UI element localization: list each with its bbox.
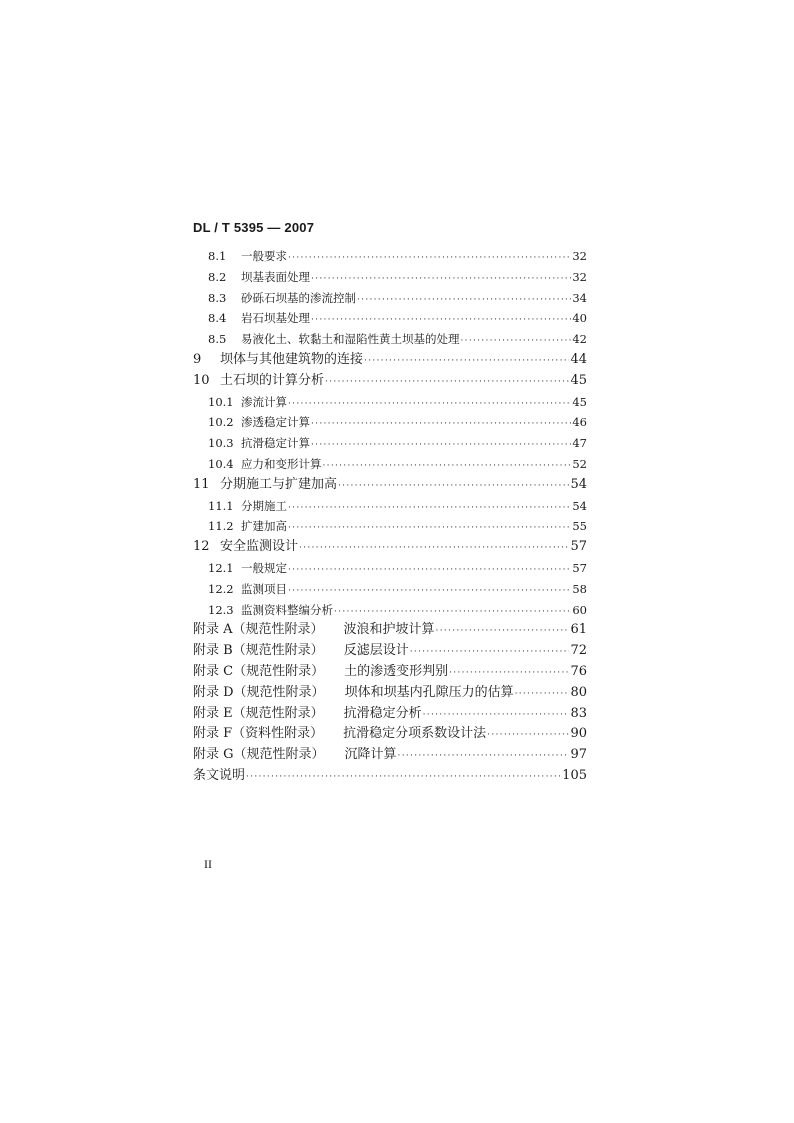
toc-entry-title: 抗滑稳定分项系数设计法	[343, 726, 487, 742]
toc-dot-leader	[311, 414, 571, 435]
toc-entry-title: 土石坝的计算分析	[220, 372, 325, 388]
toc-dot-leader	[461, 331, 572, 352]
toc-entry-title: 波浪和护坡计算	[343, 622, 435, 638]
toc-entry-number: 8.1	[208, 249, 227, 263]
toc-dot-leader	[423, 705, 570, 726]
toc-entry[interactable]	[193, 766, 587, 787]
toc-dot-leader	[398, 746, 570, 767]
toc-entry[interactable]	[193, 350, 587, 371]
toc-entry-title: 安全监测设计	[220, 539, 299, 555]
toc-entry-title: 坝基表面处理	[241, 269, 310, 284]
toc-entry-number: 12.2	[208, 581, 234, 596]
toc-entry-page: 55	[572, 519, 587, 534]
toc-dot-leader	[299, 538, 569, 559]
toc-entry-number: 10	[193, 372, 210, 388]
toc-entry-title: 渗透稳定计算	[241, 415, 310, 430]
toc-entry-title: 抗滑稳定计算	[241, 436, 310, 451]
toc-entry-page: 58	[572, 581, 587, 596]
toc-dot-leader	[288, 498, 571, 519]
toc-entry-title: 应力和变形计算	[241, 456, 322, 471]
toc-entry[interactable]	[193, 600, 587, 621]
toc-entry[interactable]	[193, 745, 587, 766]
toc-entry-number: 11.1	[208, 498, 234, 513]
toc-dot-leader	[288, 248, 571, 269]
toc-entry[interactable]	[193, 724, 587, 745]
toc-entry[interactable]	[193, 412, 587, 433]
toc-entry-title: 分期施工与扩建加高	[220, 476, 338, 492]
page-number: II	[204, 857, 212, 871]
toc-entry-number: 12	[193, 539, 210, 555]
toc-entry-page: 76	[570, 663, 587, 679]
toc-entry-number: 8.4	[208, 311, 227, 326]
toc-entry-number: 8.5	[208, 332, 227, 347]
toc-entry[interactable]	[193, 371, 587, 392]
toc-entry-number: 10.4	[208, 456, 234, 471]
toc-entry[interactable]	[193, 516, 587, 537]
toc-entry-title: 渗流计算	[241, 394, 287, 409]
toc-entry-title: 条文说明	[193, 767, 246, 783]
toc-entry-page: 52	[572, 456, 587, 471]
table-of-contents	[193, 246, 587, 787]
toc-entry[interactable]	[193, 662, 587, 683]
toc-dot-leader	[288, 394, 571, 415]
toc-entry[interactable]	[193, 496, 587, 517]
toc-dot-leader	[288, 560, 571, 581]
toc-entry-number: 11.2	[208, 519, 234, 534]
toc-dot-leader	[515, 684, 570, 705]
toc-dot-leader	[449, 663, 569, 684]
toc-entry[interactable]	[193, 704, 587, 725]
toc-entry[interactable]	[193, 454, 587, 475]
toc-entry-page: 47	[572, 436, 587, 451]
toc-entry-number: 附录 D（规范性附录）	[193, 684, 325, 700]
toc-entry-number: 11	[193, 476, 210, 492]
toc-dot-leader	[311, 269, 571, 290]
toc-entry-title: 扩建加高	[241, 519, 287, 534]
toc-dot-leader	[325, 372, 569, 393]
toc-entry-page: 72	[570, 643, 587, 659]
toc-entry-page: 45	[572, 394, 587, 409]
toc-entry-number: 附录 B（规范性附录）	[193, 643, 324, 659]
toc-dot-leader	[311, 310, 571, 331]
toc-entry-title: 坝体和坝基内孔隙压力的估算	[344, 684, 514, 700]
toc-entry[interactable]	[193, 329, 587, 350]
toc-entry-number: 12.3	[208, 602, 234, 617]
toc-dot-leader	[436, 621, 570, 642]
toc-entry-number: 12.1	[208, 560, 234, 575]
toc-dot-leader	[288, 581, 571, 602]
toc-entry[interactable]	[193, 267, 587, 288]
toc-dot-leader	[410, 642, 570, 663]
toc-entry-number: 10.1	[208, 394, 234, 409]
toc-entry-title: 监测资料整编分析	[241, 602, 333, 617]
document-code-header: DL / T 5395 — 2007	[193, 220, 315, 235]
toc-entry-title: 沉降计算	[344, 747, 397, 763]
toc-entry[interactable]	[193, 246, 587, 267]
toc-entry-page: 83	[570, 705, 587, 721]
toc-entry-page: 61	[570, 622, 587, 638]
toc-entry[interactable]	[193, 433, 587, 454]
toc-entry-title: 岩石坝基处理	[241, 311, 310, 326]
toc-dot-leader	[357, 290, 571, 311]
toc-entry-title: 坝体与其他建筑物的连接	[220, 351, 364, 367]
toc-entry-number: 10.3	[208, 436, 234, 451]
toc-entry-title: 土的渗透变形判别	[344, 663, 449, 679]
toc-entry-page: 34	[572, 290, 587, 305]
toc-entry-title: 一般规定	[241, 560, 287, 575]
toc-entry-title: 分期施工	[241, 498, 287, 513]
toc-entry[interactable]	[193, 537, 587, 558]
toc-dot-leader	[334, 602, 571, 623]
toc-entry[interactable]	[193, 392, 587, 413]
toc-dot-leader	[288, 518, 571, 539]
toc-entry[interactable]	[193, 308, 587, 329]
toc-entry-number: 8.2	[208, 269, 227, 284]
toc-entry-number: 8.3	[208, 290, 227, 305]
toc-entry-page: 57	[572, 560, 587, 575]
toc-entry-page: 42	[572, 332, 587, 347]
toc-entry-number: 10.2	[208, 415, 234, 430]
toc-dot-leader	[246, 767, 561, 788]
toc-entry-title: 易液化土、软黏土和湿陷性黄土坝基的处理	[241, 332, 460, 347]
toc-entry[interactable]	[193, 558, 587, 579]
toc-dot-leader	[323, 456, 572, 477]
toc-entry-number: 9	[193, 351, 202, 367]
toc-entry[interactable]	[193, 641, 587, 662]
toc-entry-page: 45	[570, 372, 587, 388]
toc-entry[interactable]	[193, 683, 587, 704]
toc-entry-page: 80	[570, 684, 587, 700]
toc-dot-leader	[487, 725, 569, 746]
toc-dot-leader	[338, 476, 569, 497]
toc-entry-page: 105	[562, 767, 587, 783]
toc-entry[interactable]	[193, 579, 587, 600]
toc-entry-number: 附录 F（资料性附录）	[193, 726, 324, 742]
toc-entry[interactable]	[193, 620, 587, 641]
toc-entry-title: 砂砾石坝基的渗流控制	[241, 290, 356, 305]
toc-entry-number: 附录 A（规范性附录）	[193, 622, 324, 638]
toc-entry[interactable]	[193, 288, 587, 309]
toc-entry-page: 54	[570, 476, 587, 492]
toc-entry-page: 97	[570, 747, 587, 763]
toc-entry-title: 抗滑稳定分析	[343, 705, 422, 721]
toc-entry[interactable]	[193, 475, 587, 496]
toc-dot-leader	[311, 435, 571, 456]
toc-entry-page: 44	[570, 351, 587, 367]
toc-entry-title: 反滤层设计	[343, 643, 409, 659]
toc-entry-number: 附录 C（规范性附录）	[193, 663, 325, 679]
toc-entry-number: 附录 E（规范性附录）	[193, 705, 324, 721]
toc-entry-page: 46	[572, 415, 587, 430]
toc-entry-page: 54	[572, 498, 587, 513]
toc-entry-title: 一般要求	[241, 249, 287, 263]
toc-entry-page: 32	[572, 269, 587, 284]
toc-dot-leader	[364, 351, 569, 372]
toc-entry-title: 监测项目	[241, 581, 287, 596]
toc-entry-page: 90	[570, 726, 587, 742]
toc-entry-number: 附录 G（规范性附录）	[193, 747, 325, 763]
toc-entry-page: 32	[572, 249, 587, 263]
toc-entry-page: 60	[572, 602, 587, 617]
toc-entry-page: 57	[570, 539, 587, 555]
toc-entry-page: 40	[572, 311, 587, 326]
